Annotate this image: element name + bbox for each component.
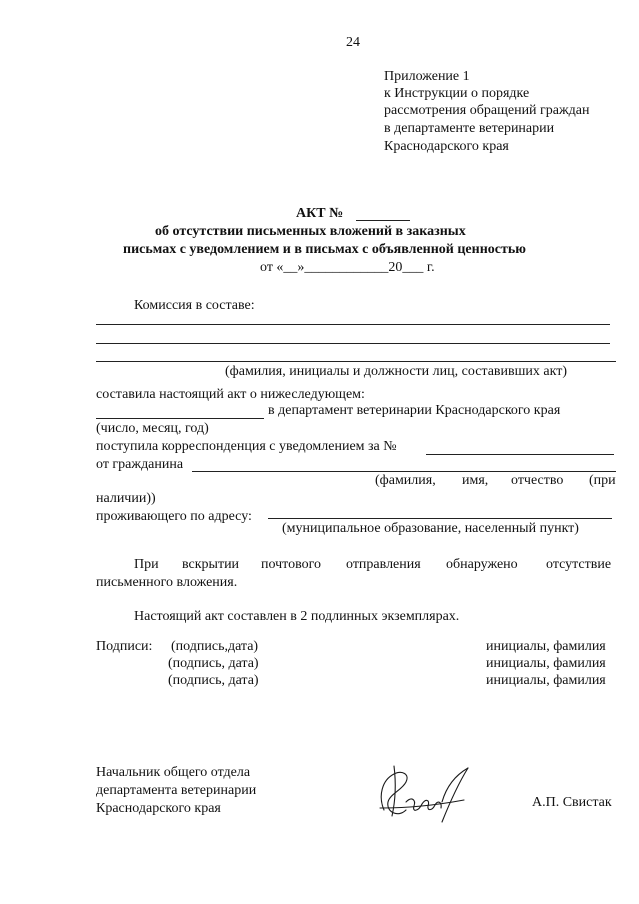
address-label: проживающего по адресу: (96, 509, 252, 524)
signature-row-1-left: (подпись,дата) (171, 639, 259, 654)
handwritten-signature (372, 758, 482, 828)
footer-position-2: департамента ветеринарии (96, 783, 257, 798)
compiled-text: составила настоящий акт о нижеследующем: (96, 387, 365, 402)
from-citizen-label: от гражданина (96, 457, 184, 472)
opening-word-6: отсутствие (546, 557, 612, 572)
address-line (268, 518, 612, 519)
fio-hint-4: (при (589, 473, 616, 488)
signature-row-1-right: инициалы, фамилия (486, 639, 606, 654)
copies-text: Настоящий акт составлен в 2 подлинных экземплярах. (134, 609, 460, 624)
act-title-line-3: письмах с уведомлением и в письмах с объявленной ценностью (123, 242, 526, 257)
commission-line-1 (96, 324, 610, 325)
opening-word-4: отправления (346, 557, 421, 572)
date-hint: (число, месяц, год) (96, 421, 209, 436)
commission-label: Комиссия в составе: (134, 298, 255, 313)
commission-hint: (фамилия, инициалы и должности лиц, составивших акт) (225, 364, 568, 379)
received-number-line (426, 454, 614, 455)
received-text: поступила корреспонденция с уведомлением за № (96, 439, 397, 454)
fio-hint-end: наличии)) (96, 491, 156, 506)
opening-paragraph-end: письменного вложения. (96, 575, 238, 590)
act-title-line-2: об отсутствии письменных вложений в заказных (155, 224, 466, 239)
citizen-name-line (192, 471, 616, 472)
opening-word-3: почтового (261, 557, 322, 572)
opening-word-1: При (134, 557, 159, 572)
appendix-line-5: Краснодарского края (384, 139, 509, 154)
signatures-label: Подписи: (96, 639, 153, 654)
page-number: 24 (346, 35, 360, 50)
signature-row-3-right: инициалы, фамилия (486, 673, 606, 688)
appendix-line-2: к Инструкции о порядке (384, 86, 530, 101)
fio-hint-2: имя, (462, 473, 489, 488)
date-blank-line (96, 418, 264, 419)
opening-word-2: вскрытии (182, 557, 240, 572)
act-number-blank (356, 220, 410, 221)
fio-hint-1: (фамилия, (375, 473, 436, 488)
signature-row-2-left: (подпись, дата) (168, 656, 259, 671)
footer-position-1: Начальник общего отдела (96, 765, 251, 780)
appendix-line-1: Приложение 1 (384, 69, 470, 84)
signature-row-2-right: инициалы, фамилия (486, 656, 606, 671)
footer-name: А.П. Свистак (532, 795, 612, 810)
footer-position-3: Краснодарского края (96, 801, 221, 816)
commission-line-2 (96, 343, 610, 344)
appendix-line-3: рассмотрения обращений граждан (384, 103, 590, 118)
department-text: в департамент ветеринарии Краснодарского края (268, 403, 561, 418)
fio-hint-3: отчество (511, 473, 564, 488)
commission-line-3 (96, 361, 616, 362)
address-hint: (муниципальное образование, населенный пункт) (282, 521, 579, 536)
act-date-line: от «__»____________20___ г. (260, 260, 435, 275)
opening-word-5: обнаружено (446, 557, 518, 572)
appendix-line-4: в департаменте ветеринарии (384, 121, 555, 136)
signature-row-3-left: (подпись, дата) (168, 673, 259, 688)
act-number-label: АКТ № (296, 206, 344, 221)
